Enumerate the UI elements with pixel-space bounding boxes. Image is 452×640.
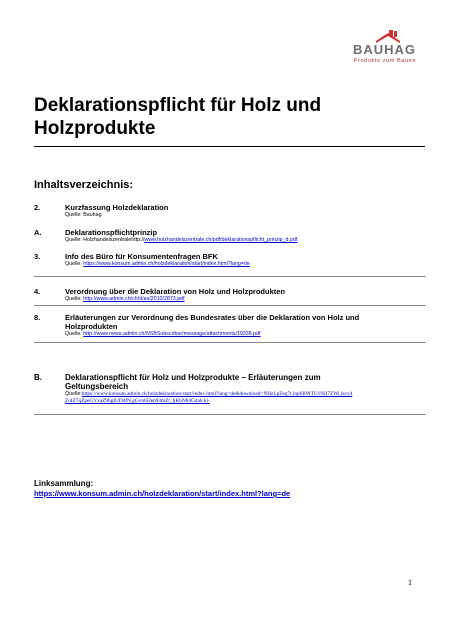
entry-number: 3.: [34, 252, 41, 261]
source-prefix: Quelle:: [65, 331, 84, 337]
entry-number: A.: [34, 228, 42, 237]
source-prefix: Quelle:: [65, 391, 82, 397]
entry-source: [65, 296, 425, 303]
source-link[interactable]: http://www.admin.ch/ch/d/as/2010/2873.pdf: [83, 296, 185, 302]
source-prefix: Quelle:: [65, 296, 84, 302]
entry-source: [65, 391, 355, 405]
logo-name: BAUHAG: [352, 42, 416, 57]
links-heading: Linksammlung:: [34, 479, 94, 488]
entry-title: Verordnung über die Deklaration von Holz und Holzprodukten: [65, 287, 286, 296]
entry-number: 2.: [34, 203, 41, 212]
section-divider: [34, 276, 426, 277]
entry-source: [65, 261, 425, 268]
entry-title: Kurzfassung Holzdeklaration: [65, 203, 169, 212]
source-link[interactable]: https://www.konsum.admin.ch/holzdeklaration/start/index.html?lang=de&download=NHzLpZeg7t,lnp6I0NTU1NiI7ZWi,lacy4ZoIZ7qZpeGYxaZ9hgIUD4fN,gGvnl62ep93mZt_ljKbN64G4ab.ki-: [65, 391, 353, 404]
links-url[interactable]: https://www.konsum.admin.ch/holzdeklaration/start/index.html?lang=de: [34, 489, 291, 498]
section-divider: [34, 305, 426, 306]
page-number: 1: [408, 578, 412, 587]
entry-title: Deklarationspflichtprinzip: [65, 228, 158, 237]
logo-tagline: Produkte zum Bauen: [353, 58, 416, 64]
page-title: Deklarationspflicht für Holz und Holzprodukte: [34, 95, 322, 139]
entry-title: Erläuterungen zur Verordnung des Bundesrates über die Deklaration von Holz und Holzprodukten: [65, 313, 360, 331]
title-rule: [34, 146, 425, 147]
source-link[interactable]: www.holzhandelszentrale.ch/pdf/deklarationspflicht_prinzip_d.pdf: [144, 237, 298, 243]
source-link[interactable]: http://www.news.admin.ch/NSBSubscriber/message/attachments/19338.pdf: [83, 331, 261, 337]
entry-number: 4.: [34, 287, 41, 296]
entry-source: [65, 331, 365, 338]
entry-number: B.: [34, 373, 42, 382]
source-prefix: Quelle: Bauhag: [65, 212, 102, 218]
bauhag-logo: [328, 28, 416, 68]
source-prefix: Quelle: Holzhandelszentralehttp://: [65, 237, 145, 243]
section-divider: [34, 342, 426, 343]
entry-number: 8.: [34, 313, 41, 322]
entry-title: Deklarationspflicht für Holz und Holzprodukte – Erläuterungen zum Geltungsbereich: [65, 373, 321, 391]
source-link[interactable]: https://www.konsum.admin.ch/holzdeklaration/start/index.html?lang=de: [83, 261, 250, 267]
toc-heading: Inhaltsverzeichnis:: [34, 179, 134, 191]
section-divider: [34, 414, 426, 415]
source-prefix: Quelle:: [65, 261, 84, 267]
entry-source: [65, 237, 425, 244]
entry-title: Info des Büro für Konsumentenfragen BFK: [65, 252, 218, 261]
entry-source: [65, 212, 425, 219]
